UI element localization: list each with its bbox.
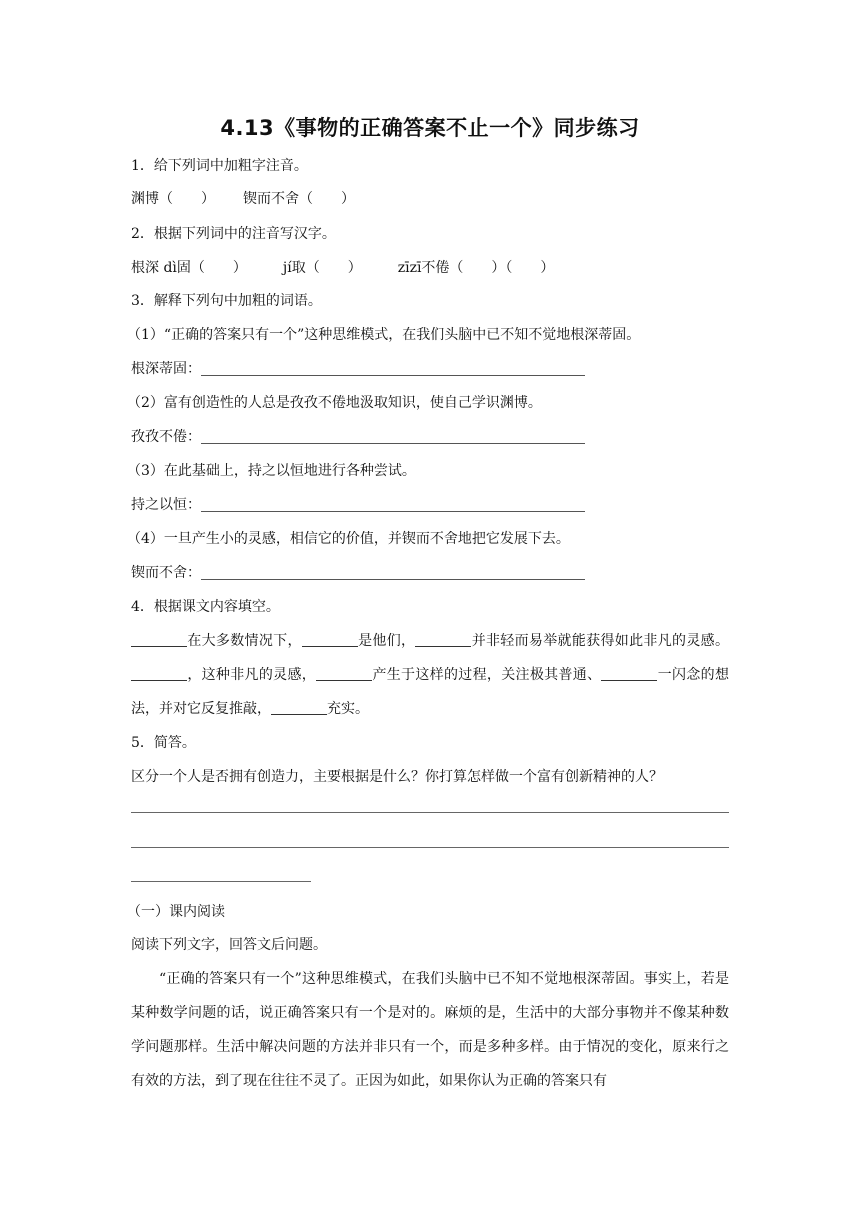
q4-text-1: 在大多数情况下，	[187, 633, 302, 649]
q3-answer-row-2	[131, 427, 585, 447]
q3-label-1: 根深蒂固：	[131, 361, 201, 377]
q4-text-2: 是他们，	[357, 633, 416, 649]
q4-blank-1[interactable]	[131, 632, 187, 647]
reading-section-title: （一）课内阅读	[127, 904, 225, 920]
q5-answer-line-1[interactable]	[131, 812, 729, 813]
q3-answer-line-1[interactable]	[201, 375, 585, 376]
q4-blank-7[interactable]	[271, 700, 327, 715]
q2-prompt: 2．根据下列词中的注音写汉字。	[131, 226, 336, 242]
q3-sentence-4: （4）一旦产生小的灵感，相信它的价值，并锲而不舍地把它发展下去。	[127, 531, 570, 547]
q3-sentence-1: （1）“正确的答案只有一个”这种思维模式，在我们头脑中已不知不觉地根深蒂固。	[127, 327, 641, 343]
q3-sentence-3: （3）在此基础上，持之以恒地进行各种尝试。	[127, 463, 416, 479]
q3-answer-line-3[interactable]	[201, 511, 585, 512]
q3-answer-row-1	[131, 359, 585, 379]
q4-prompt: 4．根据课文内容填空。	[131, 599, 280, 615]
q2-word-3: zīzī不倦（ ）（ ）	[397, 260, 555, 276]
q4-blank-5[interactable]	[316, 666, 372, 681]
q3-sentence-2: （2）富有创造性的人总是孜孜不倦地汲取知识，使自己学识渊博。	[127, 395, 542, 411]
reading-passage: “正确的答案只有一个”这种思维模式，在我们头脑中已不知不觉地根深蒂固。事实上，若是某种数学问题的话，说正确答案只有一个是对的。麻烦的是，生活中的大部分事物并不像某种数学问题那样。生活中解决问题的方法并非只有一个，而是多种多样。由于情况的变化，原来行之有效的方法，到了现在往往不灵了。正因为如此，如果你认为正确的答案只有	[131, 971, 729, 1089]
q3-answer-row-4	[131, 563, 585, 583]
q4-text-7: 充实。	[327, 701, 369, 717]
q2-word-2: jí取（ ）	[282, 260, 362, 276]
q4-text-5: 产生于这样的过程，关注极其普通、	[372, 667, 602, 683]
q4-blank-2[interactable]	[302, 632, 358, 647]
q4-blank-3[interactable]	[415, 632, 471, 647]
q3-label-4: 锲而不舍：	[131, 565, 201, 581]
q1-word-1: 渊博（ ）	[131, 191, 215, 207]
q5-answer-line-3[interactable]	[131, 881, 311, 882]
q5-answer-line-2[interactable]	[131, 847, 729, 848]
q2-words	[131, 258, 554, 278]
q3-answer-line-4[interactable]	[201, 579, 585, 580]
page-title: 4.13《事物的正确答案不止一个》同步练习	[220, 116, 640, 140]
q4-blank-4[interactable]	[131, 666, 187, 681]
q4-text-6: 一闪念的想法，并对它反复推敲，	[131, 667, 729, 717]
q1-words	[131, 189, 355, 209]
q4-text-4: ，这种非凡的灵感，	[187, 667, 317, 683]
q1-word-2: 锲而不舍（ ）	[243, 191, 355, 207]
q5-prompt: 5．简答。	[131, 735, 196, 751]
q3-label-2: 孜孜不倦：	[131, 429, 201, 445]
q2-word-1: 根深 dì固（ ）	[131, 260, 247, 276]
q4-fill-paragraph	[131, 624, 729, 726]
q1-prompt: 1．给下列词中加粗字注音。	[131, 158, 308, 174]
reading-instruction: 阅读下列文字，回答文后问题。	[131, 937, 327, 953]
q3-prompt: 3．解释下列句中加粗的词语。	[131, 293, 322, 309]
q4-blank-6[interactable]	[601, 666, 657, 681]
q3-answer-line-2[interactable]	[201, 443, 585, 444]
q3-answer-row-3	[131, 495, 585, 515]
q5-question: 区分一个人是否拥有创造力，主要根据是什么？你打算怎样做一个富有创新精神的人？	[131, 769, 663, 785]
q4-text-3: 并非轻而易举就能获得如此非凡的灵感。	[471, 633, 729, 649]
q3-label-3: 持之以恒：	[131, 497, 201, 513]
